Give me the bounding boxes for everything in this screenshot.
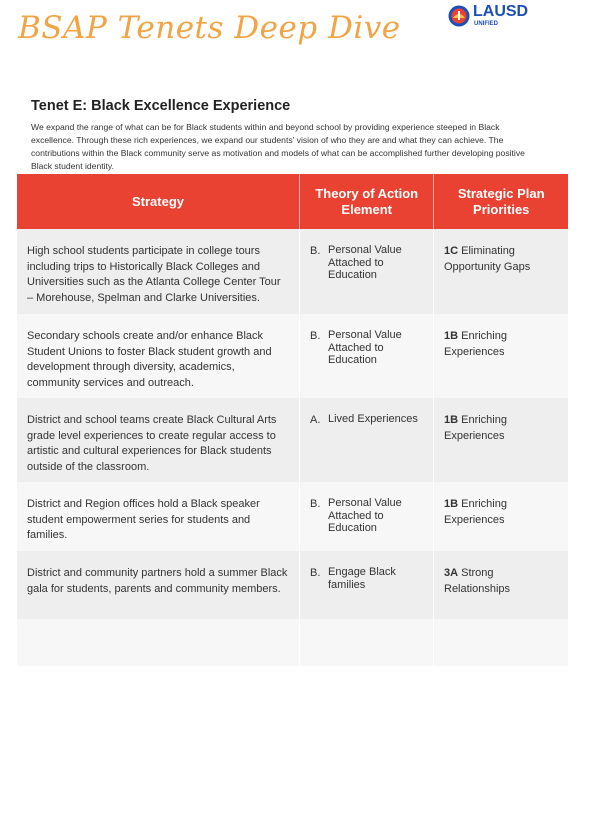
priority-code: 3A	[444, 567, 459, 579]
priority-code: 1C	[444, 245, 459, 257]
toa-cell	[300, 229, 434, 314]
table-row	[17, 314, 568, 398]
district-seal-icon	[448, 5, 470, 27]
priority-text: Enriching Experiences	[444, 330, 507, 358]
page-title: BSAP Tenets Deep Dive	[18, 10, 401, 46]
strategy-cell: High school students participate in college tours including trips to Historically Black Colleges and Universities such as the Atlanta College Center Tour – Morehouse, Spelman and Clarke Universities.	[17, 229, 300, 314]
strategy-cell: District and school teams create Black Cultural Arts grade level experiences to create regular access to artistic and cultural experiences for Black students outside of the classroom.	[17, 398, 300, 482]
empty-cell	[300, 619, 434, 666]
priority-code: 1B	[444, 498, 459, 510]
empty-cell	[434, 619, 568, 666]
toa-text: Engage Black families	[328, 566, 396, 591]
toa-cell	[300, 314, 434, 398]
toa-text: Personal Value Attached to Education	[328, 244, 402, 281]
header-toa	[300, 174, 435, 229]
toa-letter: B.	[310, 498, 321, 510]
toa-text: Lived Experiences	[328, 413, 418, 425]
priority-text: Enriching Experiences	[444, 414, 507, 442]
toa-letter: B.	[310, 330, 321, 342]
priority-cell	[434, 229, 568, 314]
priority-cell	[434, 551, 568, 619]
priority-cell	[434, 482, 568, 551]
header-toa-label: Theory of Action Element	[315, 185, 419, 217]
toa-text: Personal Value Attached to Education	[328, 497, 402, 534]
table-row-empty	[17, 619, 568, 666]
priority-text: Strong Relationships	[444, 567, 511, 595]
priority-code: 1B	[444, 414, 459, 426]
toa-cell	[300, 482, 434, 551]
table-row	[17, 482, 568, 551]
priority-text: Enriching Experiences	[444, 498, 507, 526]
toa-letter: A.	[310, 414, 321, 426]
lausd-logo	[448, 4, 528, 27]
toa-letter: B.	[310, 245, 321, 257]
toa-cell	[300, 551, 434, 619]
header-priorities	[434, 174, 568, 229]
tenet-description: We expand the range of what can be for Black students within and beyond school by providing experience steeped in Black excellence. Through these rich experiences, we expand our students' vision of who they are and what they can achieve. The contributions within the Black community serve as motivation and models of what can be accomplished further developing positive Black student identity.	[31, 122, 525, 171]
strategy-table	[17, 174, 568, 666]
priority-text: Eliminating Opportunity Gaps	[444, 245, 531, 273]
toa-cell	[300, 398, 434, 482]
header-strategy: Strategy	[17, 174, 300, 229]
empty-cell	[17, 619, 300, 666]
tenet-title: Tenet E: Black Excellence Experience	[31, 98, 291, 114]
logo-subtext: UNIFIED	[474, 21, 498, 27]
strategy-cell: Secondary schools create and/or enhance Black Student Unions to foster Black student growth and development through diversity, academics, community services and outreach.	[17, 314, 300, 398]
strategy-cell: District and community partners hold a summer Black gala for students, parents and community members.	[17, 551, 300, 619]
table-row	[17, 398, 568, 482]
strategy-cell: District and Region offices hold a Black speaker student empowerment series for students and families.	[17, 482, 300, 551]
priority-cell	[434, 398, 568, 482]
header-priorities-label: Strategic Plan Priorities	[457, 185, 545, 217]
logo-text: LAUSD	[473, 3, 529, 20]
priority-cell	[434, 314, 568, 398]
table-row	[17, 551, 568, 619]
table-header-row	[17, 174, 568, 229]
toa-text: Personal Value Attached to Education	[328, 329, 402, 366]
priority-code: 1B	[444, 330, 459, 342]
table-row	[17, 229, 568, 314]
toa-letter: B.	[310, 567, 321, 579]
